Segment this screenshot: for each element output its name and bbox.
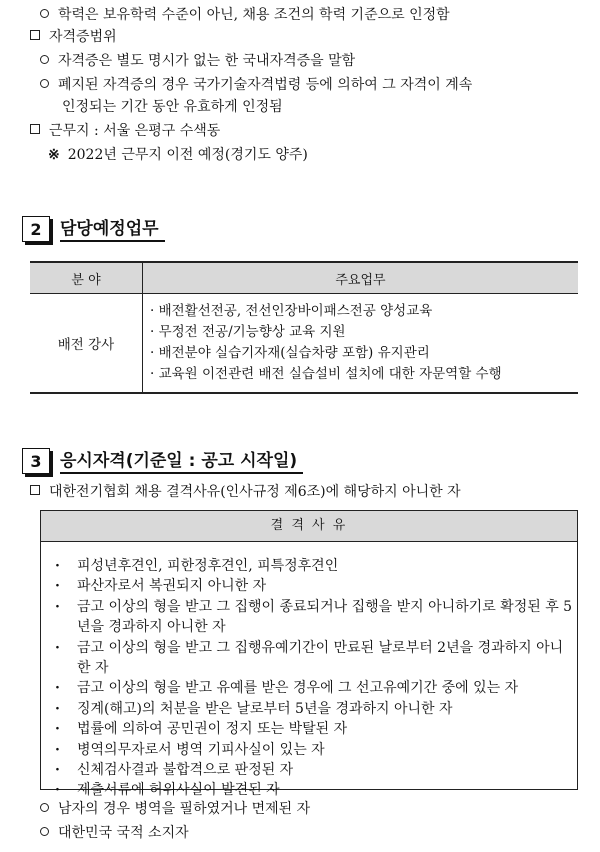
reason-item: · 피성년후견인, 피한정후견인, 피특정후견인 — [51, 556, 573, 576]
list-item: 근무지 : 서울 은평구 수색동 — [30, 120, 220, 142]
circle-bullet-icon — [40, 9, 49, 18]
duty-table — [30, 261, 578, 394]
column-header: 주요업무 — [143, 262, 579, 294]
disqualification-box — [40, 510, 578, 799]
list-item: 폐지된 자격증의 경우 국가기술자격법령 등에 의하여 그 자격이 계속 — [40, 74, 472, 96]
duty-item: · 배전활선전공, 전선인장바이패스전공 양성교육 — [150, 301, 577, 322]
list-item: 학력은 보유학력 수준이 아닌, 채용 조건의 학력 기준으로 인정함 — [40, 4, 450, 26]
reason-item: · 제출서류에 허위사실이 발견된 자 — [51, 780, 573, 800]
reason-item: · 신체검사결과 불합격으로 판정된 자 — [51, 760, 573, 780]
table-header-row — [30, 262, 578, 294]
reason-item: · 징계(해고)의 처분을 받은 날로부터 5년을 경과하지 아니한 자 — [51, 699, 573, 719]
square-bullet-icon — [30, 30, 40, 40]
section-number: 3 — [22, 448, 50, 474]
list-item: 대한민국 국적 소지자 — [40, 822, 189, 844]
duty-item: · 배전분야 실습기자재(실습차량 포함) 유지관리 — [150, 343, 577, 364]
list-item: 자격증은 별도 명시가 없는 한 국내자격증을 말함 — [40, 50, 355, 72]
circle-bullet-icon — [40, 55, 49, 64]
section-heading — [22, 444, 303, 474]
table-row — [30, 294, 578, 394]
list-item: 남자의 경우 병역을 필하였거나 면제된 자 — [40, 798, 310, 820]
reason-item: · 병역의무자로서 병역 기피사실이 있는 자 — [51, 740, 573, 760]
square-bullet-icon — [30, 124, 40, 134]
duty-item: · 무정전 전공/기능향상 교육 지원 — [150, 322, 577, 343]
list-item: 자격증범위 — [30, 26, 117, 48]
section-title: 응시자격(기준일 : 공고 시작일) — [60, 446, 303, 474]
circle-bullet-icon — [40, 827, 49, 836]
list-item: 대한전기협회 채용 결격사유(인사규정 제6조)에 해당하지 아니한 자 — [30, 481, 461, 503]
field-cell: 배전 강사 — [30, 294, 143, 394]
circle-bullet-icon — [40, 79, 49, 88]
section-title: 담당예정업무 — [60, 214, 165, 242]
duties-cell — [143, 294, 579, 394]
reason-item: · 파산자로서 복권되지 아니한 자 — [51, 576, 573, 596]
reason-item: · 금고 이상의 형을 받고 그 집행유예기간이 만료된 날로부터 2년을 경과하지 아니한 자 — [51, 638, 573, 679]
circle-bullet-icon — [40, 803, 49, 812]
column-header: 분 야 — [30, 262, 143, 294]
list-item-continuation: 인정되는 기간 동안 유효하게 인정됨 — [62, 99, 283, 115]
note-item: ※ 2022년 근무지 이전 예정(경기도 양주) — [48, 147, 308, 163]
section-number: 2 — [22, 216, 50, 242]
reason-item: · 금고 이상의 형을 받고 유예를 받은 경우에 그 선고유예기간 중에 있는 자 — [51, 678, 573, 698]
reference-mark-icon: ※ — [48, 147, 60, 163]
reason-item: · 법률에 의하여 공민권이 정지 또는 박탈된 자 — [51, 719, 573, 739]
square-bullet-icon — [30, 485, 40, 495]
duty-item: · 교육원 이전관련 배전 실습설비 설치에 대한 자문역할 수행 — [150, 364, 577, 385]
section-heading — [22, 212, 165, 242]
box-title: 결 격 사 유 — [41, 511, 577, 542]
reason-item: · 금고 이상의 형을 받고 그 집행이 종료되거나 집행을 받지 아니하기로 확정된 후 5년을 경과하지 아니한 자 — [51, 597, 573, 638]
